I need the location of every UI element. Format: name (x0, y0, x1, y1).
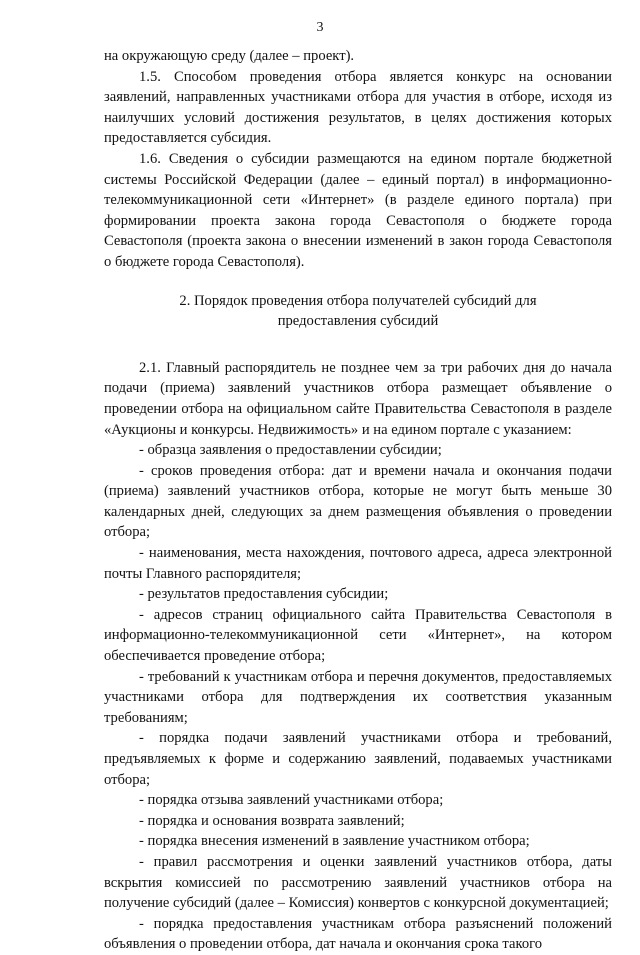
paragraph-1-5: 1.5. Способом проведения отбора является конкурс на основании заявлений, направленных участниками отбора для участия в отборе, исходя из наилучших условий достижения результатов, в целях достижения которых предоставляется субсидия. (104, 68, 612, 147)
list-item: - требований к участникам отбора и перечня документов, предоставляемых участниками отбора для подтверждения их соответствия указанным требованиям; (104, 668, 612, 726)
list-item: - порядка отзыва заявлений участниками отбора; (139, 792, 444, 809)
list-item: - сроков проведения отбора: дат и времени начала и окончания подачи (приема) заявлений участников отбора, которые не могут быть меньше 30 календарных дней, следующих за днем размещения объявления о проведении отбора; (104, 462, 612, 541)
paragraph-1-6: 1.6. Сведения о субсидии размещаются на едином портале бюджетной системы Российской Федерации (далее – единый портал) в информационно-телекоммуникационной сети «Интернет» (в разделе единого портала) при формировании проекта закона города Севастополя о бюджете города Севастополя (проекта закона о внесении изменений в закон города Севастополя о бюджете города Севастополя). (104, 150, 612, 270)
list-item: - адресов страниц официального сайта Правительства Севастополя в информационно-телекоммуникационной сети «Интернет», на котором обеспечивается проведение отбора; (104, 606, 612, 665)
list-item: - наименования, места нахождения, почтового адреса, адреса электронной почты Главного распорядителя; (104, 545, 612, 582)
list-item: - порядка и основания возврата заявлений; (139, 812, 405, 829)
list-item: - образца заявления о предоставлении субсидии; (139, 442, 442, 459)
list-item: - порядка предоставления участникам отбора разъяснений положений объявления о проведении отбора, дат начала и окончания срока такого (104, 915, 612, 953)
list-item: - порядка внесения изменений в заявление участником отбора; (139, 833, 530, 850)
list-item: - результатов предоставления субсидии; (139, 586, 389, 603)
page-number: 3 (316, 20, 324, 35)
paragraph-2-1: 2.1. Главный распорядитель не позднее чем за три рабочих дня до начала подачи (приема) заявлений участников отбора размещает объявление о проведении отбора на официальном сайте Правительства Севастополя в разделе «Аукционы и конкурсы. Недвижимость» и на едином портале с указанием: (104, 359, 612, 438)
list-item: - порядка подачи заявлений участниками отбора и требований, предъявляемых к форме и содержанию заявлений, подаваемых участниками отбора; (104, 730, 612, 788)
section-heading: 2. Порядок проведения отбора получателей субсидий для предоставления субсидий (179, 292, 537, 330)
list-item: - правил рассмотрения и оценки заявлений участников отбора, даты вскрытия комиссией по рассмотрению заявлений участников отбора на получение субсидий (далее – Комиссия) конвертов с конкурсной документацией; (104, 853, 612, 912)
document-body (104, 46, 612, 955)
paragraph-continuation: на окружающую среду (далее – проект). (104, 48, 355, 64)
